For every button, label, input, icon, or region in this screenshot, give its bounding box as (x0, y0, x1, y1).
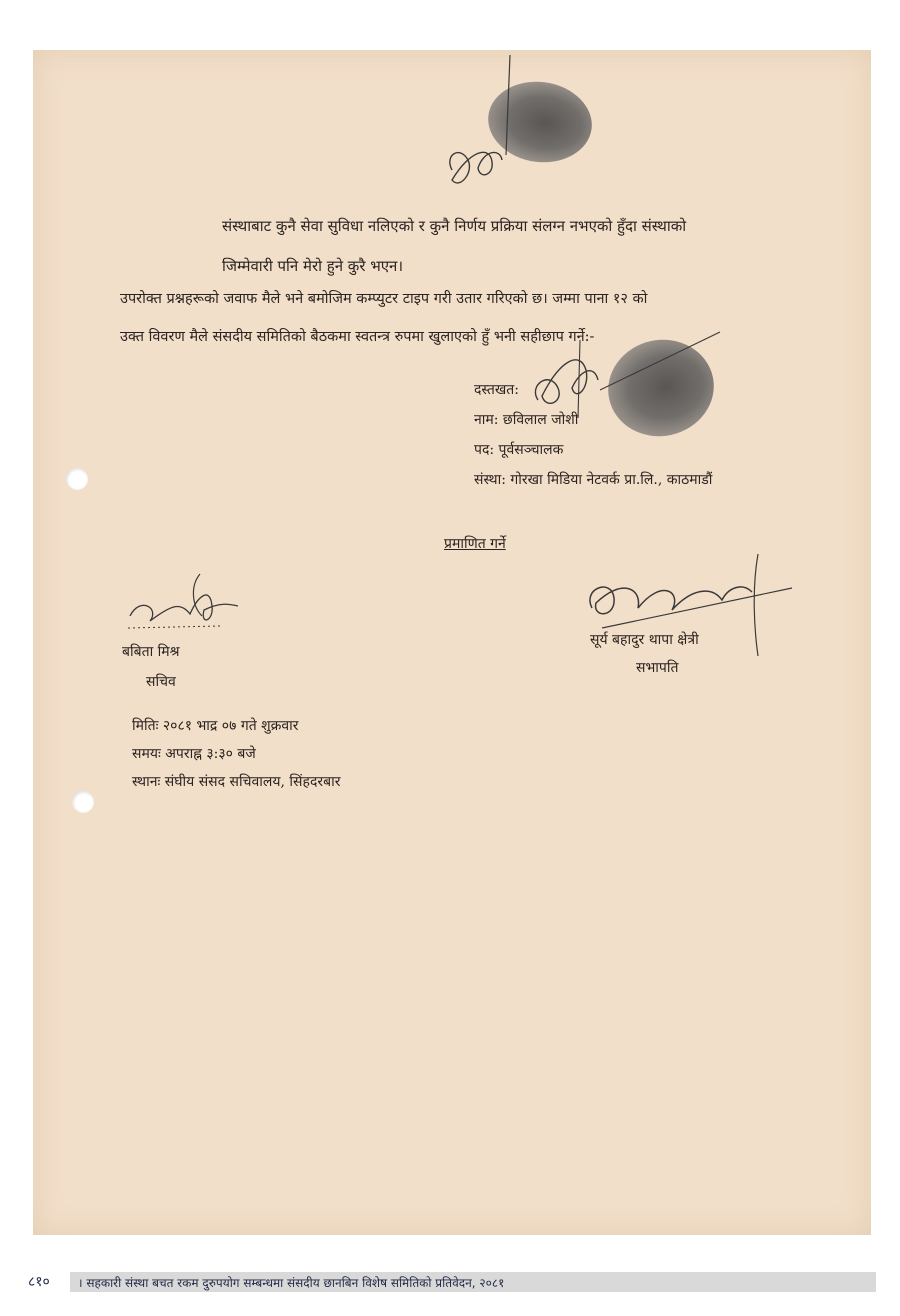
certified-heading: प्रमाणित गर्ने (444, 536, 506, 552)
meeting-time: समयः अपराह्न ३:३० बजे (132, 746, 256, 762)
punch-hole-top (66, 468, 88, 490)
signature-secretary (120, 566, 250, 636)
signature-top (440, 50, 520, 200)
footer-title: । सहकारी संस्था बचत रकम दुरुपयोग सम्बन्धमा संसदीय छानबिन विशेष समितिको प्रतिवेदन, २०८१ (78, 1276, 505, 1290)
paragraph-1-line-1: संस्थाबाट कुनै सेवा सुविधा नलिएको र कुनै निर्णय प्रक्रिया संलग्न नभएको हुँदा संस्थाको (222, 217, 687, 235)
paragraph-2-line-2: उक्त विवरण मैले संसदीय समितिको बैठकमा स्वतन्त्र रुपमा खुलाएको हुँ भनी सहीछाप गर्ने:- (120, 329, 595, 345)
secretary-title: सचिव (146, 674, 176, 690)
signatory-organization: संस्था: गोरखा मिडिया नेटवर्क प्रा.लि., काठमाडौं (474, 472, 713, 488)
chairperson-title: सभापति (636, 660, 679, 676)
paragraph-2-line-1: उपरोक्त प्रश्नहरूको जवाफ मैले भने बमोजिम कम्प्युटर टाइप गरी उतार गरिएको छ। जम्मा पाना १२ को (120, 291, 648, 307)
punch-hole-bottom (72, 791, 94, 813)
signature-label: दस्तखत: (474, 382, 520, 398)
page-number: ८१० (28, 1274, 50, 1290)
secretary-name: बबिता मिश्र (122, 644, 180, 660)
meeting-place: स्थानः संघीय संसद सचिवालय, सिंहदरबार (132, 774, 341, 790)
signatory-name: नाम: छविलाल जोशी (474, 412, 579, 428)
meeting-date: मितिः २०८१ भाद्र ०७ गते शुक्रवार (132, 718, 299, 734)
paragraph-1-line-2: जिम्मेवारी पनि मेरो हुने कुरै भएन। (222, 257, 404, 275)
signatory-post: पद: पूर्वसञ्चालक (474, 442, 564, 458)
chairperson-name: सूर्य बहादुर थापा क्षेत्री (590, 632, 699, 648)
